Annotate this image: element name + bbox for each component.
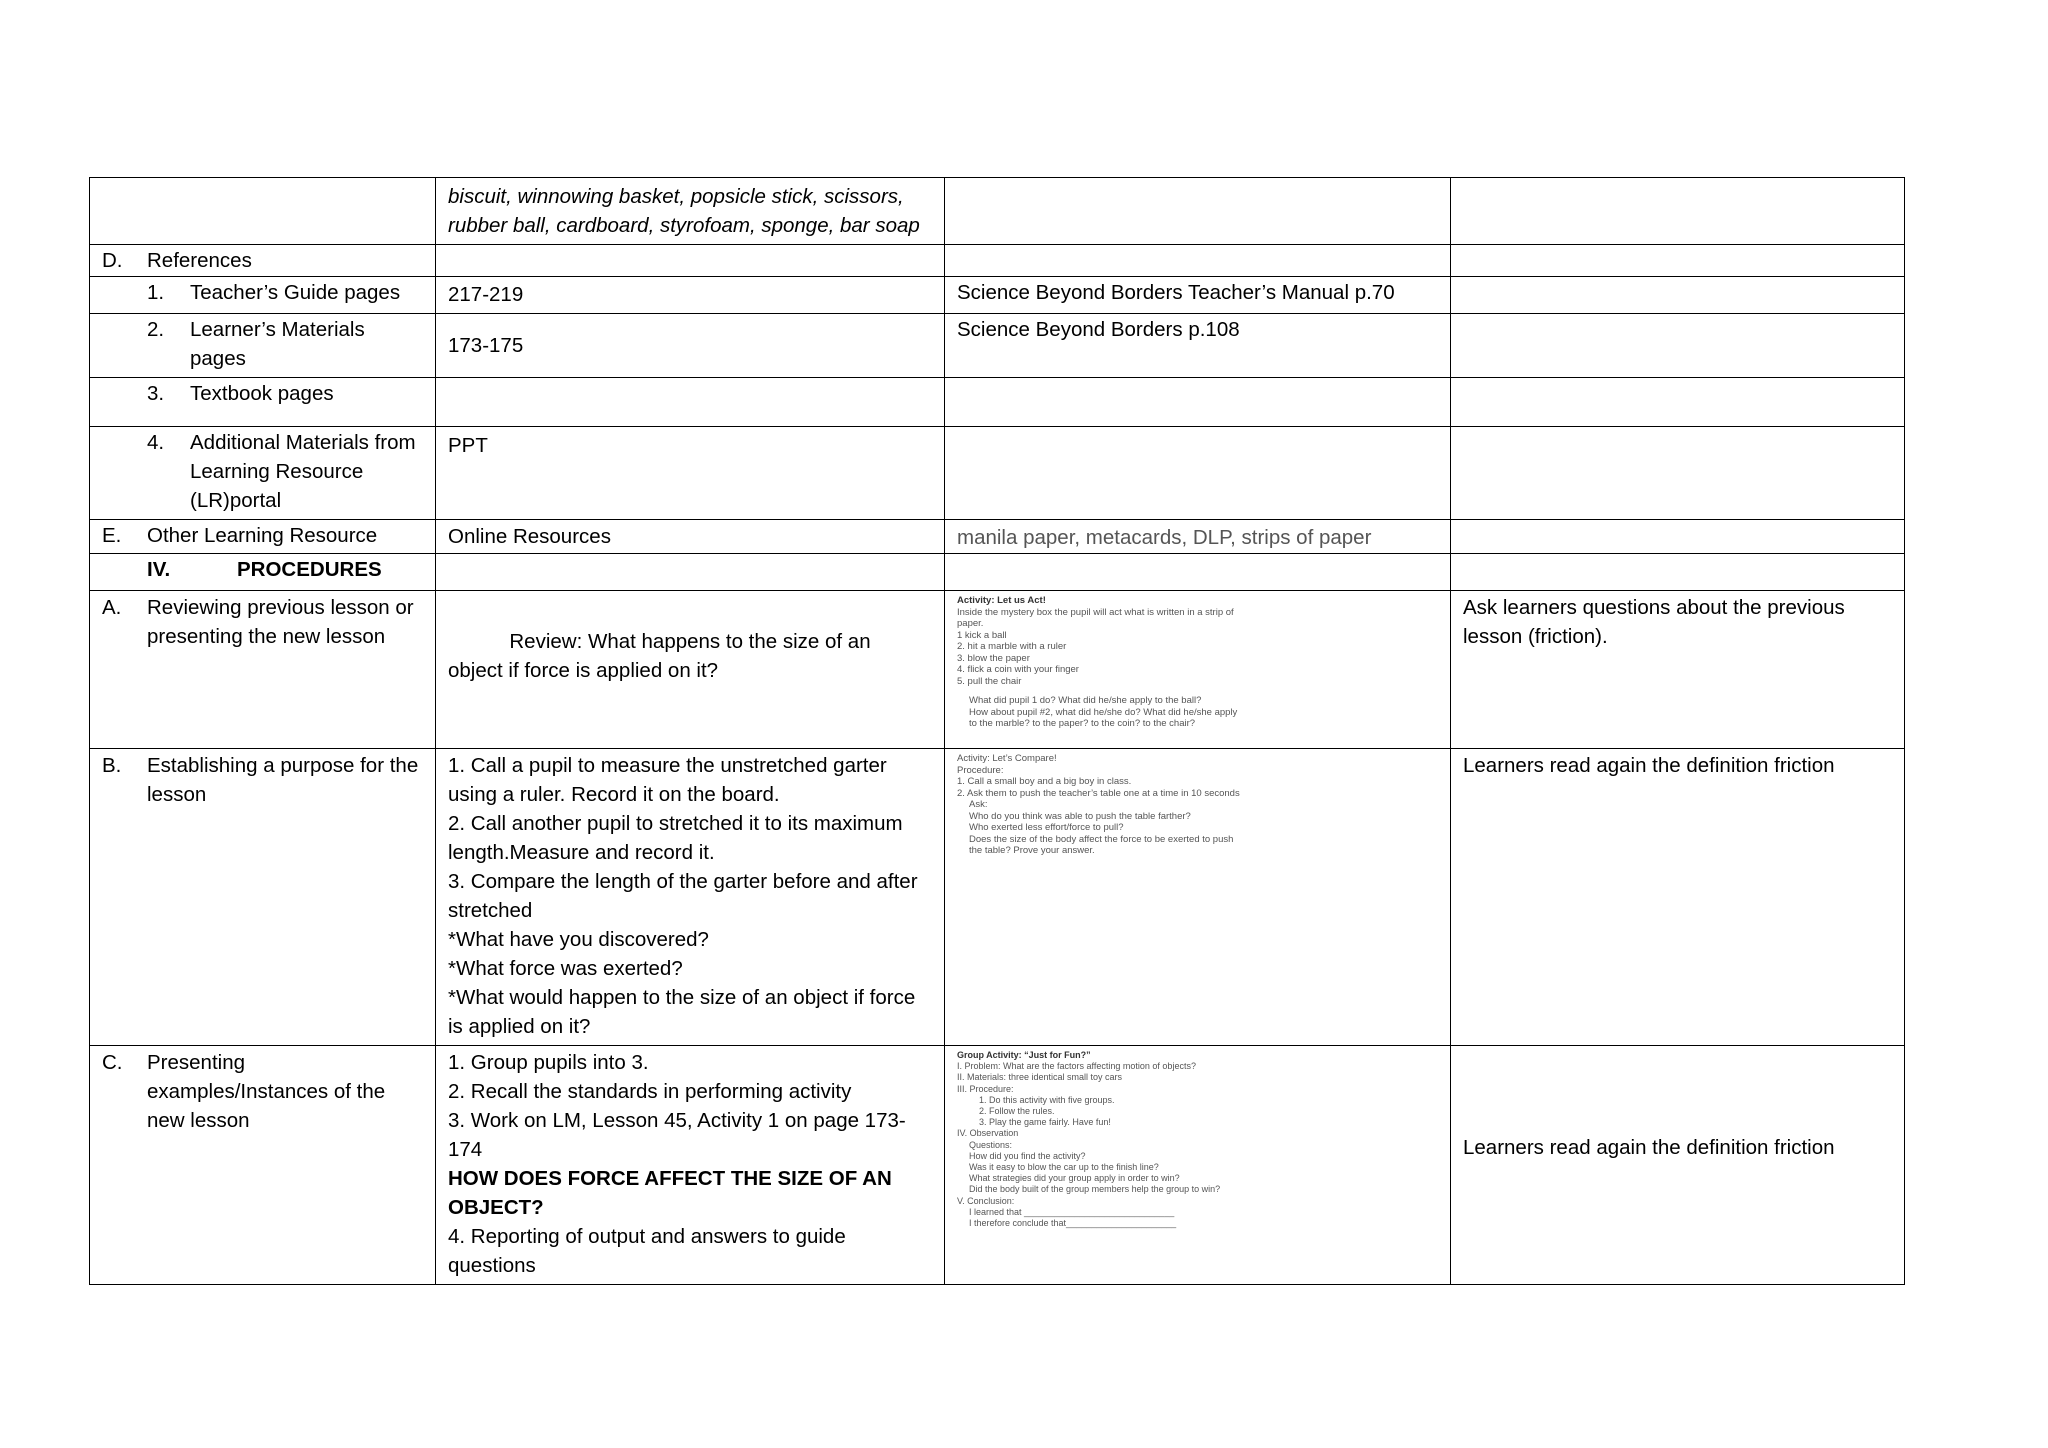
row-a-review-question: Review: What happens to the size of an object if force is applied on it? — [436, 591, 945, 749]
row-b-notes: Learners read again the definition friction — [1451, 749, 1905, 1046]
learners-materials-book: Science Beyond Borders p.108 — [945, 314, 1451, 378]
materials-row — [90, 178, 1905, 245]
other-resources-label: Other Learning Resource — [147, 524, 378, 547]
textbook-label: Textbook pages — [190, 382, 334, 405]
materials-label-cell — [90, 178, 436, 245]
teachers-guide-manual: Science Beyond Borders Teacher’s Manual p.70 — [945, 277, 1451, 314]
row-b-steps: 1. Call a pupil to measure the unstretched garter using a ruler. Record it on the board. 2. Call another pupil to stretched it to its maximum length.Measure and record it. 3. Compare the length of the garter before and after stretched *What have you discovered? *What force was exerted? *What would happen to the size of an object if force is applied on it? — [436, 749, 945, 1046]
materials-col3 — [945, 178, 1451, 245]
textbook-row: 3. Textbook pages — [90, 378, 1905, 427]
learners-materials-row: 2. Learner’s Materials pages 173-175 Science Beyond Borders p.108 — [90, 314, 1905, 378]
teachers-guide-label: Teacher’s Guide pages — [190, 281, 401, 304]
row-a-activity-image: Activity: Let us Act! Inside the mystery box the pupil will act what is written in a strip of paper. 1 kick a ball 2. hit a marble with a ruler 3. blow the paper 4. flick a coin with your finger 5. pull the chair What did pupil 1 do? What did he/she apply to the ball? How about pupil #2, what did he/she do? What did he/she apply to the marble? to the paper? to the coin? to the chair? — [945, 591, 1451, 749]
references-label: References — [147, 249, 252, 272]
row-c-label: Presenting examples/Instances of the new lesson — [147, 1051, 386, 1132]
row-b-activity-image: Activity: Let’s Compare! Procedure: 1. Call a small boy and a big boy in class. 2. Ask them to push the teacher’s table one at a time in 10 seconds Ask: Who do you think was able to push the table farther? Who exerted less effort/force to pull? Does the size of the body affect the force to be exerted to push the table? Prove your answer. — [945, 749, 1451, 1046]
materials-col4 — [1451, 178, 1905, 245]
row-a-reviewing: A. Reviewing previous lesson or presenting the new lesson Review: What happens to the size of an object if force is applied on it? Activity: Let us Act! Inside the mystery box the pupil will act what is written in a strip of paper. 1 kick a ball 2. hit a marble with a ruler 3. blow the paper 4. flick a coin with your finger 5. pull the chair What did pupil 1 do? What did he/she apply to the ball? How about pupil #2, what did he/she do? What did he/she apply to the marble? to the paper? to the coin? to the chair? Ask learners questions about the previous lesson (friction). — [90, 591, 1905, 749]
additional-materials-value: PPT — [436, 427, 945, 520]
row-a-label: Reviewing previous lesson or presenting the new lesson — [147, 596, 414, 648]
references-letter: D. — [102, 249, 123, 272]
procedures-row: IV. PROCEDURES — [90, 554, 1905, 591]
other-resources-materials: manila paper, metacards, DLP, strips of paper — [945, 520, 1451, 554]
row-a-notes: Ask learners questions about the previous lesson (friction). — [1451, 591, 1905, 749]
teachers-guide-pages: 217-219 — [436, 277, 945, 314]
row-c-guide-question: HOW DOES FORCE AFFECT THE SIZE OF AN OBJECT? — [448, 1167, 892, 1219]
learners-materials-label: Learner’s Materials pages — [190, 318, 365, 370]
additional-materials-row: 4. Additional Materials from Learning Resource (LR)portal PPT — [90, 427, 1905, 520]
additional-materials-label: Additional Materials from Learning Resource (LR)portal — [190, 431, 416, 512]
row-c-examples: C. Presenting examples/Instances of the new lesson 1. Group pupils into 3. 2. Recall the standards in performing activity 3. Work on LM, Lesson 45, Activity 1 on page 173-174 HOW DOES FORCE AFFECT THE SIZE OF AN OBJECT? 4. Reporting of output and answers to guide questions Group Activity: “Just for Fun?” I. Problem: What are the factors affecting motion of objects? II. Materials: three identical small toy cars III. Procedure: 1. Do this activity with five groups. 2. Follow the rules. 3. Play the game fairly. Have fun! IV. Observation Questions: How did you find the activity? Was it easy to blow the car up to the finish line? What strategies did your group apply in order to win? Did the body built of the group members help the group to win? V. Conclusion: I learned that ______________________________ I therefore conclude that______________________ Learners read again the definition friction — [90, 1046, 1905, 1285]
other-resources-row: E. Other Learning Resource Online Resources manila paper, metacards, DLP, strips of paper — [90, 520, 1905, 554]
materials-cell: biscuit, winnowing basket, popsicle stick, scissors, rubber ball, cardboard, styrofoam, sponge, bar soap — [436, 178, 945, 245]
procedures-heading: PROCEDURES — [237, 558, 382, 581]
references-row — [90, 245, 1905, 277]
row-b-label: Establishing a purpose for the lesson — [147, 754, 419, 806]
other-resources-value: Online Resources — [436, 520, 945, 554]
row-b-purpose: B. Establishing a purpose for the lesson 1. Call a pupil to measure the unstretched garter using a ruler. Record it on the board. 2. Call another pupil to stretched it to its maximum length.Measure and record it. 3. Compare the length of the garter before and after stretched *What have you discovered? *What force was exerted? *What would happen to the size of an object if force is applied on it? Activity: Let’s Compare! Procedure: 1. Call a small boy and a big boy in class. 2. Ask them to push the teacher’s table one at a time in 10 seconds Ask: Who do you think was able to push the table farther? Who exerted less effort/force to pull? Does the size of the body affect the force to be exerted to push the table? Prove your answer. Learners read again the definition friction — [90, 749, 1905, 1046]
lesson-plan-table — [89, 177, 1905, 1285]
learners-materials-pages: 173-175 — [436, 314, 945, 378]
row-c-steps: 1. Group pupils into 3. 2. Recall the standards in performing activity 3. Work on LM, Lesson 45, Activity 1 on page 173-174 HOW DOES FORCE AFFECT THE SIZE OF AN OBJECT? 4. Reporting of output and answers to guide questions — [436, 1046, 945, 1285]
row-c-notes: Learners read again the definition friction — [1451, 1046, 1905, 1285]
teachers-guide-row: 1. Teacher’s Guide pages 217-219 Science Beyond Borders Teacher’s Manual p.70 — [90, 277, 1905, 314]
row-c-activity-image: Group Activity: “Just for Fun?” I. Problem: What are the factors affecting motion of objects? II. Materials: three identical small toy cars III. Procedure: 1. Do this activity with five groups. 2. Follow the rules. 3. Play the game fairly. Have fun! IV. Observation Questions: How did you find the activity? Was it easy to blow the car up to the finish line? What strategies did your group apply in order to win? Did the body built of the group members help the group to win? V. Conclusion: I learned that ______________________________ I therefore conclude that______________________ — [945, 1046, 1451, 1285]
